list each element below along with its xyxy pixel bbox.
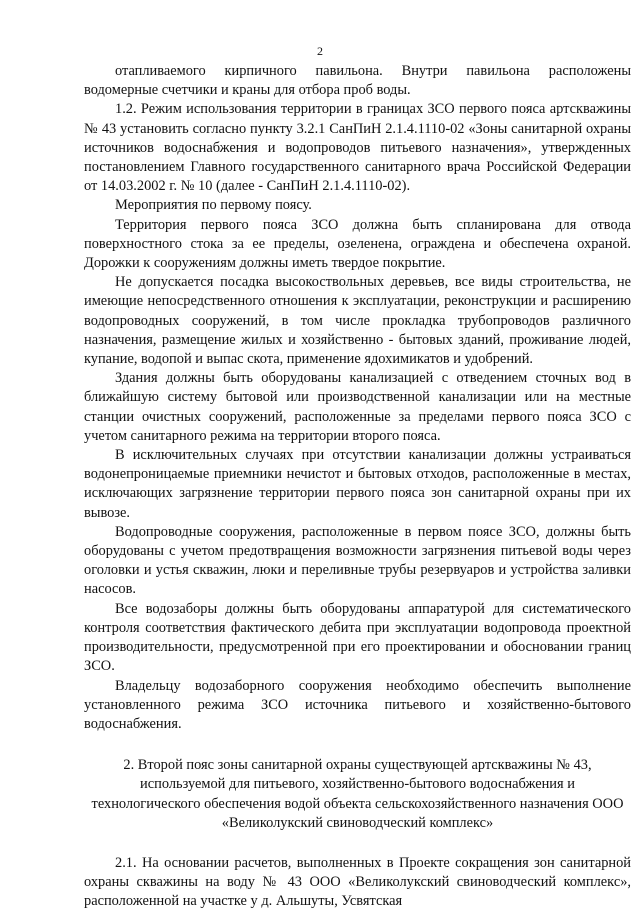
section-2-heading — [84, 756, 631, 833]
paragraph-prohibitions: Не допускается посадка высокоствольных деревьев, все виды строительства, не имеющие непосредственного отношения к эксплуатации, реконструкции и расширению водопроводных сооружений, в том числе прокладка трубопроводов различного назначения, размещение жилых и хозяйственно - бытовых зданий, проживание людей, купание, водопой и выпас скота, применение ядохимикатов и удобрений. — [84, 274, 631, 368]
paragraph-first-belt-measures: Мероприятия по первому поясу. — [115, 197, 312, 214]
section-2-heading-text: 2. Второй пояс зоны санитарной охраны существующей артскважины № 43, используемой для питьевого, хозяйственно-бытового водоснабжения и технологического обеспечения водой объекта сельскохозяйственного назначения ООО «Великолукский свиноводческий комплекс» — [91, 757, 624, 831]
paragraph-waste-receivers: В исключительных случаях при отсутствии канализации должны устраиваться водонепроницаемые приемники нечистот и бытовых отходов, расположенные в местах, исключающих загрязнение территории первого пояса зон санитарной охраны при их вывозе. — [84, 447, 631, 521]
section-2-body — [84, 854, 631, 912]
paragraph-sewerage: Здания должны быть оборудованы канализацией с отведением сточных вод в ближайшую систему бытовой или производственной канализации или на местные станции очистных сооружений, расположенные за пределами первого пояса ЗСО с учетом санитарного режима на территории второго пояса. — [84, 370, 631, 444]
paragraph-territory-planning: Территория первого пояса ЗСО должна быть спланирована для отвода поверхностного стока за ее пределы, озеленена, ограждена и обеспечена охраной. Дорожки к сооружениям должны иметь твердое покрытие. — [84, 216, 631, 272]
paragraph-2-1-calculations: 2.1. На основании расчетов, выполненных в Проекте сокращения зон санитарной охраны скважины на воду № 43 ООО «Великолукский свиноводческий комплекс», расположенной на участке у д. Альшуты, Усвятская — [84, 854, 631, 910]
document-body — [84, 62, 631, 912]
paragraph-water-intakes-control: Все водозаборы должны быть оборудованы аппаратурой для систематического контроля соответствия фактического дебита при эксплуатации водопровода проектной производительности, предусмотренной при его проектировании и обосновании границ ЗСО. — [84, 600, 631, 675]
page-number: 2 — [317, 44, 323, 58]
paragraph-1-2-usage-regime: 1.2. Режим использования территории в границах ЗСО первого пояса артскважины № 43 установить согласно пункту 3.2.1 СанПиН 2.1.4.1110-02 «Зоны санитарной охраны источников водоснабжения и водопроводов питьевого назначения», утвержденных постановлением Главного государственного санитарного врача Российской Федерации от 14.03.2002 г. № 10 (далее - СанПиН 2.1.4.1110-02). — [84, 101, 631, 195]
paragraph-owner-obligation: Владельцу водозаборного сооружения необходимо обеспечить выполнение установленного режима ЗСО источника питьевого и хозяйственно-бытового водоснабжения. — [84, 677, 631, 732]
paragraph-pavilion-continuation: отапливаемого кирпичного павильона. Внутри павильона расположены водомерные счетчики и краны для отбора проб воды. — [84, 63, 631, 99]
paragraph-water-structures: Водопроводные сооружения, расположенные в первом поясе ЗСО, должны быть оборудованы с учетом предотвращения возможности загрязнения питьевой воды через оголовки и устья скважин, люки и переливные трубы резервуаров и устройства заливки насосов. — [84, 523, 631, 598]
